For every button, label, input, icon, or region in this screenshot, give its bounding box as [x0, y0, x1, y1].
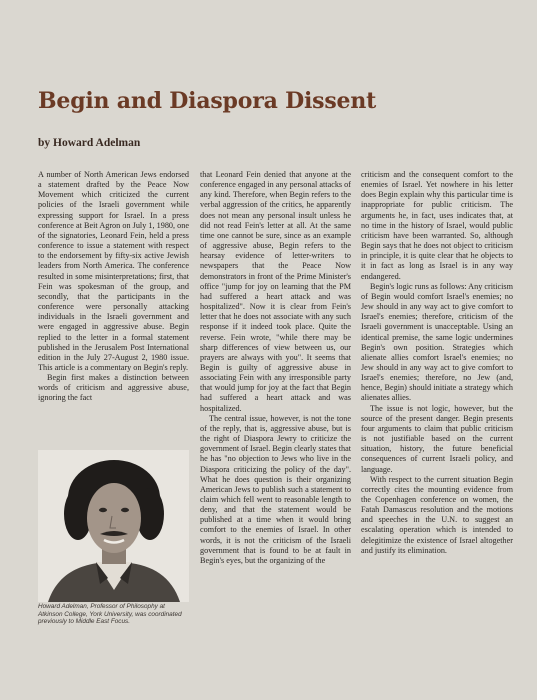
paragraph: Begin first makes a distinction between words of criticism and aggressive abuse, ignoring the fact [38, 373, 189, 403]
paragraph: that Leonard Fein denied that anyone at the conference engaged in any personal attacks of any kind. Therefore, when Begin refers to the verbal aggression of the critics, he apparently does not mean any personal insult unless he did not read Fein's letter at all. At the same time one cannot be sure, since as an example of aggressive abuse, Begin refers to the hearsay evidence of letter-writers to newspapers that the Peace Now demonstrators in front of the Prime Minister's office "jump for joy on learning that the PM had suffered a heart attack and was hospitalized". Now it is clear from Fein's letter that he does not associate with any such response if it indeed took place. Quite the reverse. Fein wrote, "while there may be sharp differences of view between us, our prayers are always with you". It seems that Begin is guilty of aggressive abuse in associating Fein with any irresponsible party that would jump for joy at the fact that Begin had suffered a heart attack and was hospitalized. [200, 170, 351, 413]
author-portrait-image [38, 450, 189, 602]
text-column-1 [38, 170, 189, 442]
author-photo [38, 450, 189, 602]
text-column-2 [200, 170, 351, 676]
article-byline: by Howard Adelman [38, 137, 141, 149]
paragraph: The issue is not logic, however, but the source of the present danger. Begin presents four arguments to claim that public criticism is not justifiable based on the current situation, history, the future beneficial consequences of current Israeli policy, and language. [361, 403, 513, 474]
photo-caption: Howard Adelman, Professor of Philosophy at Atkinson College, York University, was coordinated previously to Middle East Focus. [38, 603, 182, 626]
text-column-3 [361, 170, 513, 676]
paragraph: criticism and the consequent comfort to the enemies of Israel. Yet nowhere in his letter does Begin explain why this particular time is inappropriate for public criticism. The arguments he, in fact, uses indicates that, at no time in the history of Israel, would public criticism have been warranted. So, although Begin says that he does not object to criticism in principle, it is quite clear that he objects to it in fact as long as Israel is in any way endangered. [361, 170, 513, 281]
article-title: Begin and Diaspora Dissent [38, 88, 377, 114]
paragraph: A number of North American Jews endorsed a statement drafted by the Peace Now Movement which criticized the current policies of the Israeli government while expressing support for Israel. In a press conference at Beit Agron on July 1, 1980, one of the signatories, Leonard Fein, held a press conference to issue a statement with respect to the endorsement by fifty-six active Jewish leaders from North America. The conference resulted in some misinterpretations; first, that Fein was spokesman of the group, and secondly, that the participants in the conference were personally attacking individuals in the Israeli government and were engaged in aggressive abuse. Begin replied to the letter in a formal statement published in the Jerusalem Post International edition in the July 27-August 2, 1980 issue. This article is a commentary on Begin's reply. [38, 170, 189, 372]
paragraph: The central issue, however, is not the tone of the reply, that is, aggressive abuse, but is the right of Diaspora Jewry to criticize the government of Israel. Begin clearly states that he has "no objection to Jews who live in the Diaspora criticizing the policy of the day". What he does question is their organizing American Jews to publish such a statement to claim which fell went to reasonable length to deny, and that the statement would be published at a time when it would bring comfort to the enemies of Israel. In other words, it is not the criticism of the Israeli government that is found to be at fault in Begin's eyes, but the organizing of the [200, 413, 351, 565]
paragraph: With respect to the current situation Begin correctly cites the mounting evidence from the Copenhagen conference on women, the Fatah Damascus resolution and the motions and speeches in the U.N. to suggest an escalating operation which is intended to delegitimize the existence of Israel altogether and justify its elimination. [361, 474, 513, 555]
paragraph: Begin's logic runs as follows: Any criticism of Begin would comfort Israel's enemies; no Jew should in any way act to give comfort to Israel's enemies; therefore, criticism of the Israeli government is unacceptable. Using an identical premise, the same logic undermines Begin's own position. Strategies which alienate allies comfort Israel's enemies; no Jew should in any way act to give comfort to Israel's enemies; therefore, no Jew (and, hence, Begin) should initiate a strategy which alienates allies. [361, 281, 513, 403]
